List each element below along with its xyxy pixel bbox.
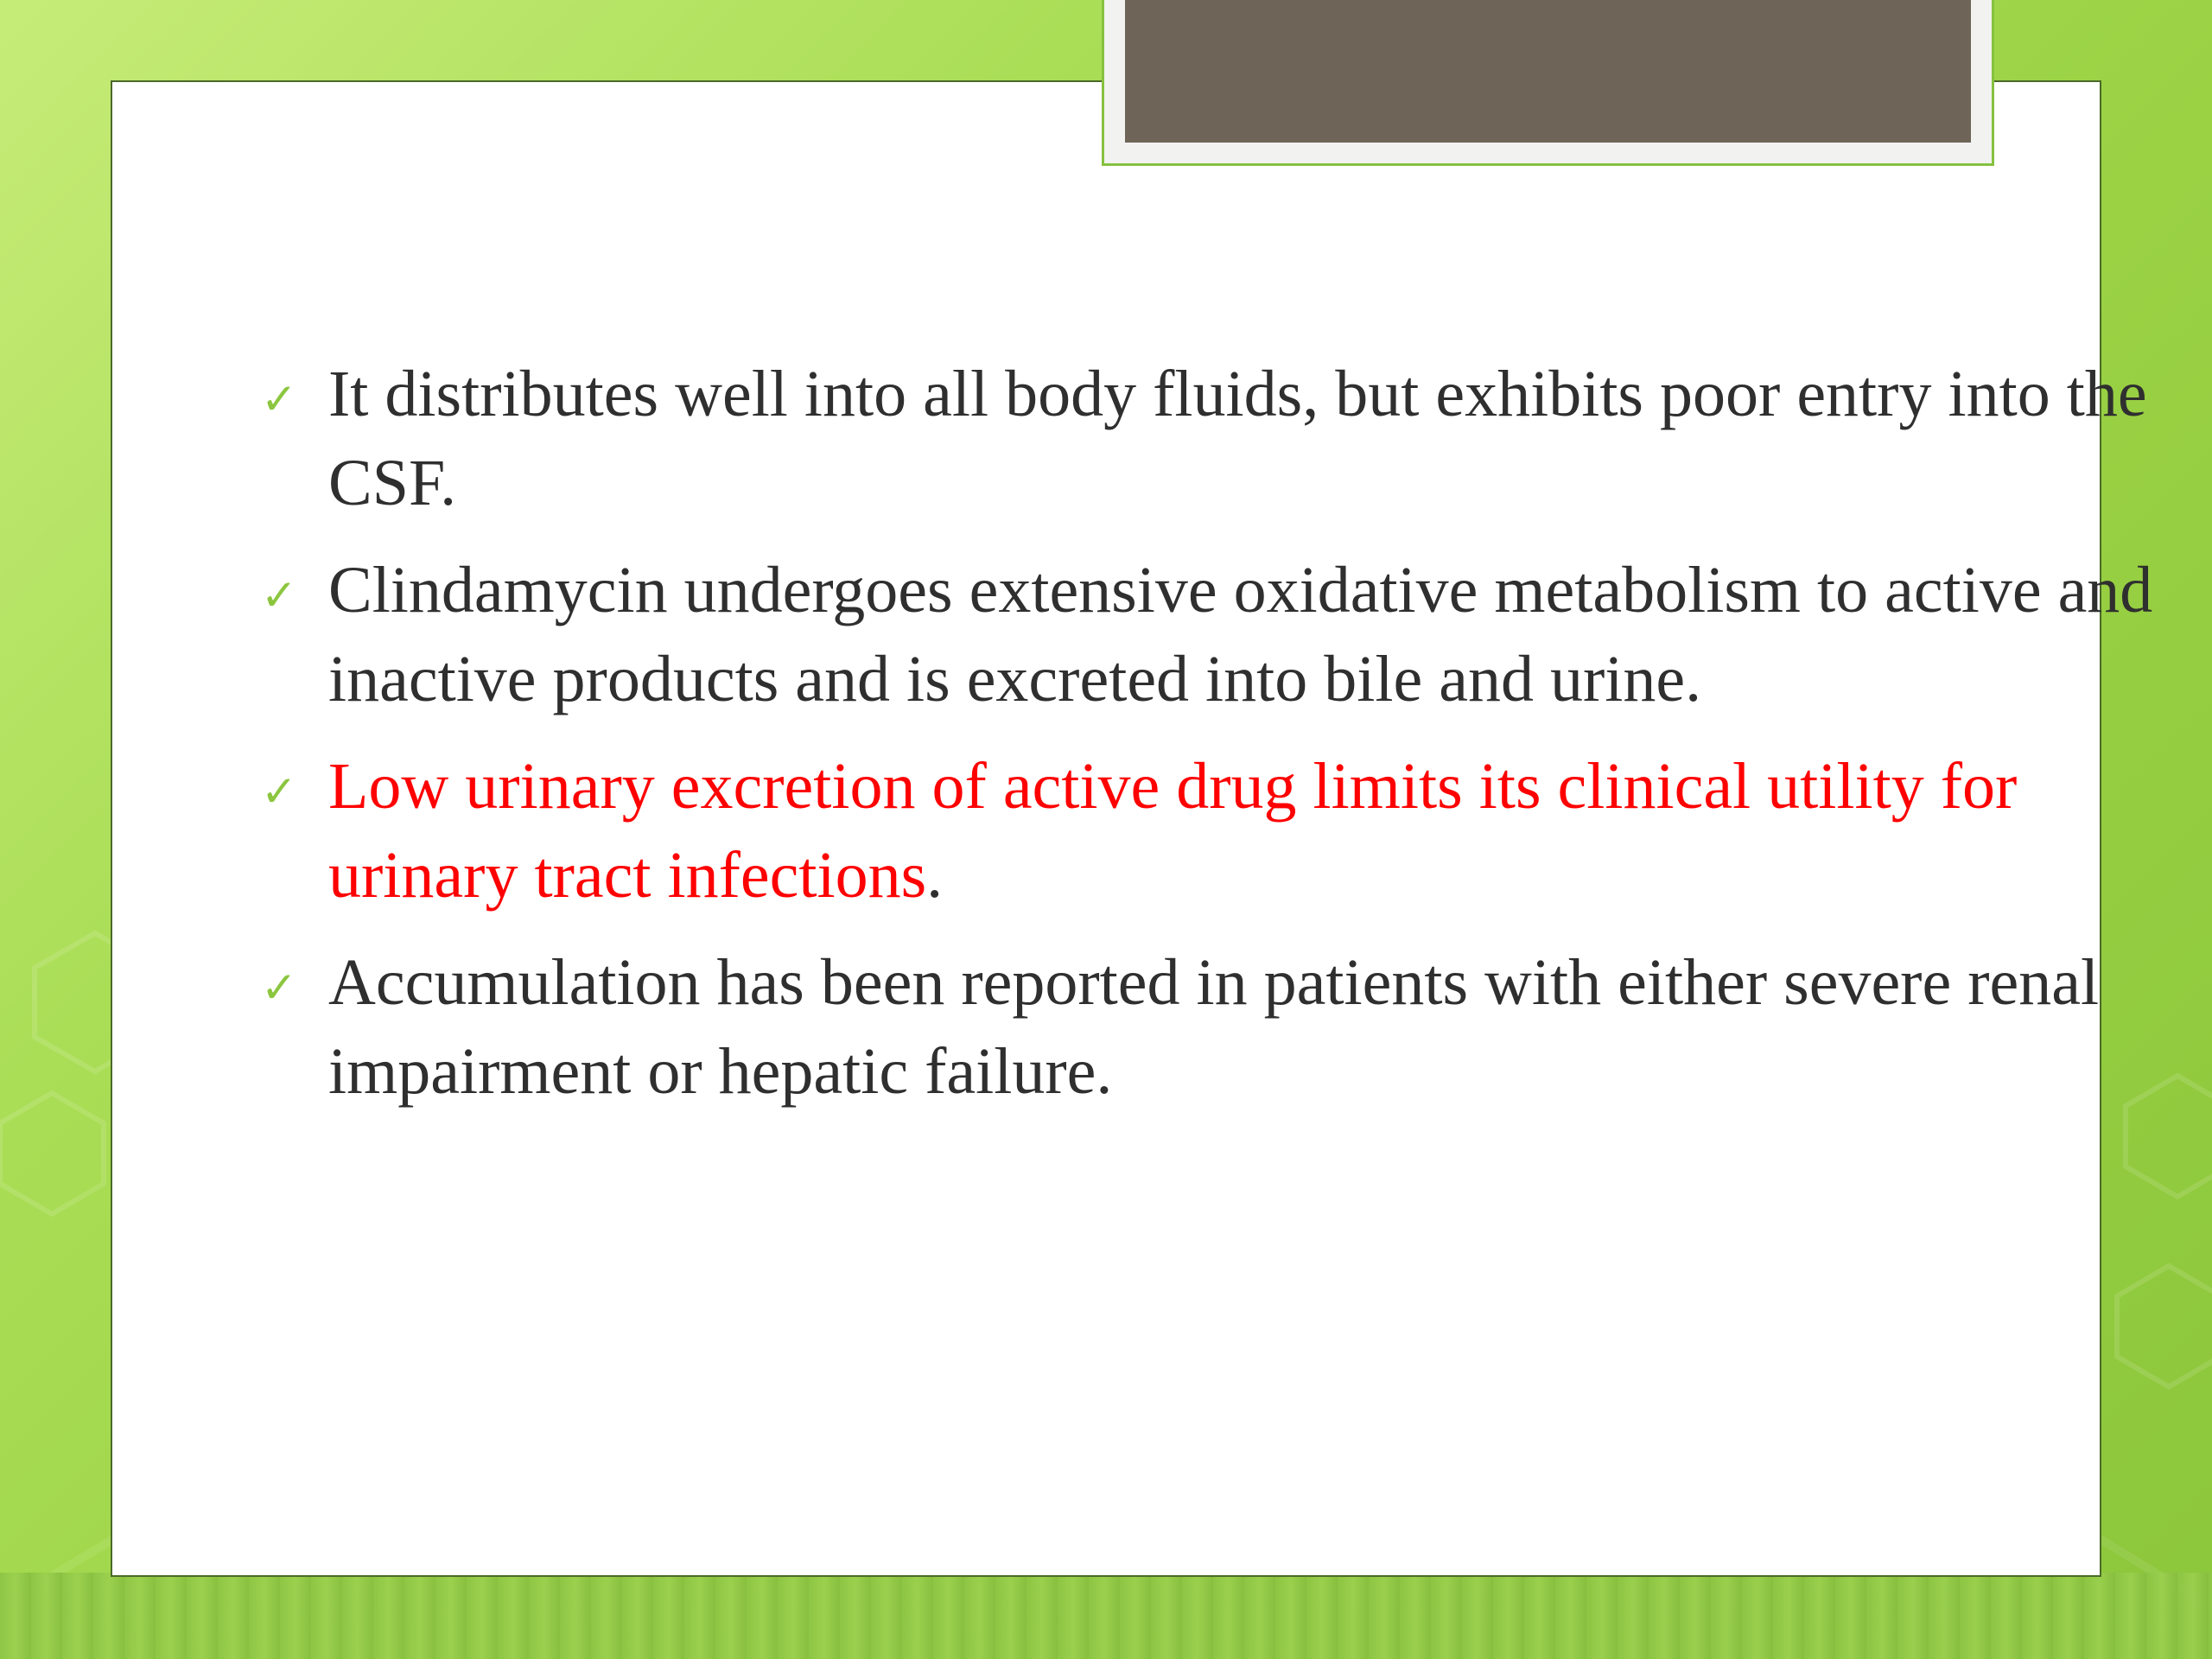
bullet-item [259,350,2160,528]
bullet-item [259,938,2160,1116]
bullet-text: Accumulation has been reported in patients with either severe renal impairment or hepatic failure. [328,946,2100,1108]
bottom-decorative-band [0,1573,2212,1659]
checkmark-icon: ✓ [261,766,297,817]
bullet-text: Low urinary excretion of active drug limits its clinical utility for urinary tract infections [328,750,2018,912]
bullet-text: Clindamycin undergoes extensive oxidative metabolism to active and inactive products and is excreted into bile and urine. [328,554,2153,715]
bullet-text-suffix: . [926,839,944,912]
slide-content-panel [111,80,2153,1577]
checkmark-icon: ✓ [261,963,297,1013]
checkmark-icon: ✓ [261,570,297,620]
bullet-list [259,350,2160,1135]
title-tab [1102,0,1994,166]
bullet-item [259,546,2160,724]
title-placeholder-box [1125,0,1971,143]
checkmark-icon: ✓ [261,374,297,424]
bullet-item-highlighted [259,742,2160,920]
bullet-text: It distributes well into all body fluids, but exhibits poor entry into the CSF. [328,358,2147,519]
